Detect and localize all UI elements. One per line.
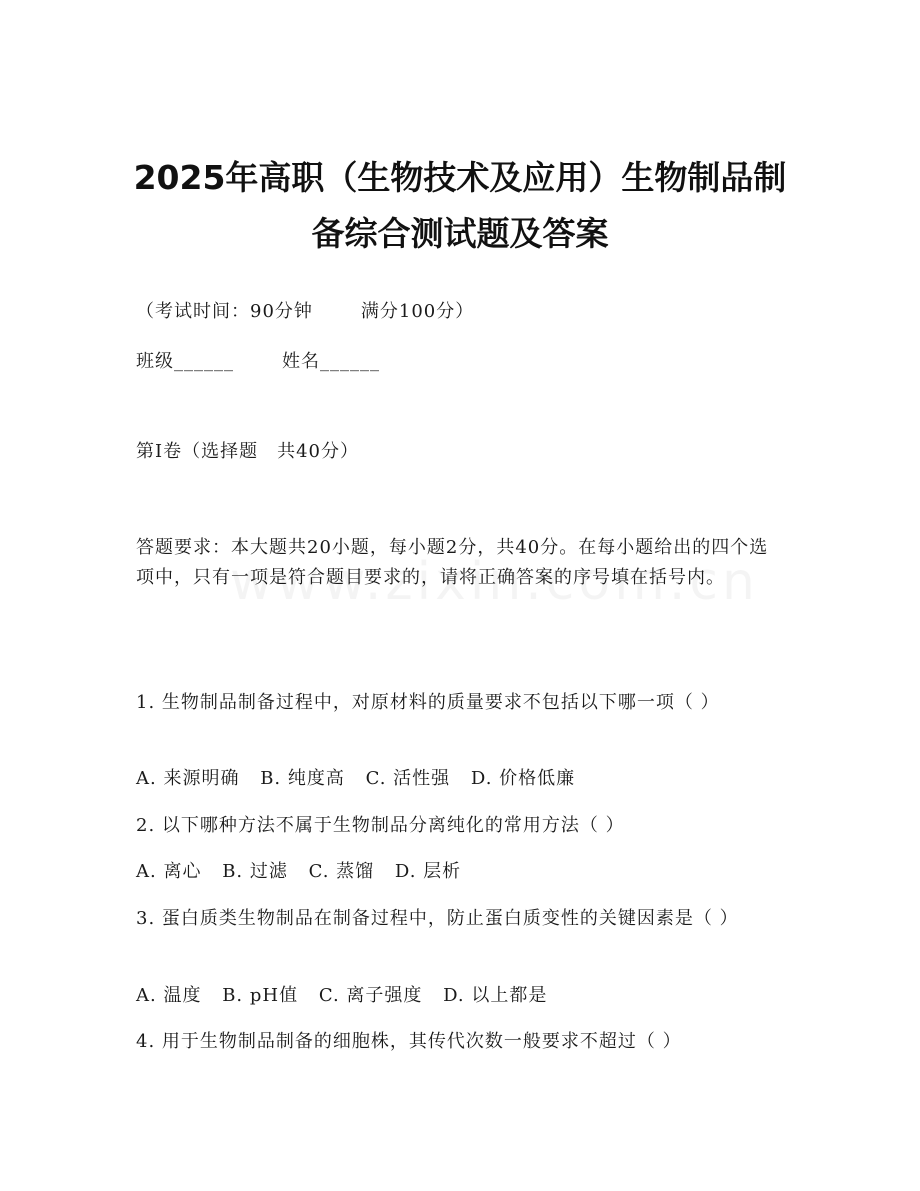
question-1-option-a[interactable]: A. 来源明确 — [136, 768, 240, 789]
question-2-option-a[interactable]: A. 离心 — [136, 861, 202, 882]
question-2-option-b[interactable]: B. 过滤 — [222, 861, 288, 882]
question-3-option-c[interactable]: C. 离子强度 — [318, 985, 423, 1006]
student-fields — [136, 348, 380, 376]
class-field[interactable]: 班级______ — [136, 351, 234, 372]
question-1-option-c[interactable]: C. 活性强 — [365, 768, 451, 789]
question-1-option-b[interactable]: B. 纯度高 — [260, 768, 345, 789]
title-line-2: 备综合测试题及答案 — [311, 214, 609, 253]
exam-info — [136, 298, 474, 326]
title-line-1: 2025年高职（生物技术及应用）生物制品制 — [133, 158, 787, 197]
question-3-option-a[interactable]: A. 温度 — [136, 985, 202, 1006]
name-field[interactable]: 姓名______ — [282, 351, 380, 372]
section-heading: 第I卷（选择题 共40分） — [136, 441, 360, 462]
exam-time: （考试时间：90分钟 — [136, 301, 313, 322]
question-2-stem: 2. 以下哪种方法不属于生物制品分离纯化的常用方法（ ） — [136, 815, 625, 836]
question-4-stem: 4. 用于生物制品制备的细胞株，其传代次数一般要求不超过（ ） — [136, 1031, 682, 1052]
question-1-options — [136, 765, 589, 793]
question-1-option-d[interactable]: D. 价格低廉 — [470, 768, 576, 789]
question-2-option-c[interactable]: C. 蒸馏 — [308, 861, 375, 882]
question-3-option-d[interactable]: D. 以上都是 — [443, 985, 548, 1006]
section-instructions: 答题要求：本大题共20小题，每小题2分，共40分。在每小题给出的四个选项中，只有一项是符合题目要求的，请将正确答案的序号填在括号内。 — [136, 537, 769, 588]
question-3-stem: 3. 蛋白质类生物制品在制备过程中，防止蛋白质变性的关键因素是（ ） — [136, 908, 739, 929]
document-title — [60, 150, 860, 262]
exam-score: 满分100分） — [360, 301, 475, 322]
question-2-option-d[interactable]: D. 层析 — [394, 861, 462, 882]
question-2-options — [136, 858, 475, 886]
question-3-options — [136, 982, 561, 1010]
question-3-option-b[interactable]: B. pH值 — [222, 985, 299, 1006]
question-1-stem: 1. 生物制品制备过程中，对原材料的质量要求不包括以下哪一项（ ） — [136, 692, 720, 713]
